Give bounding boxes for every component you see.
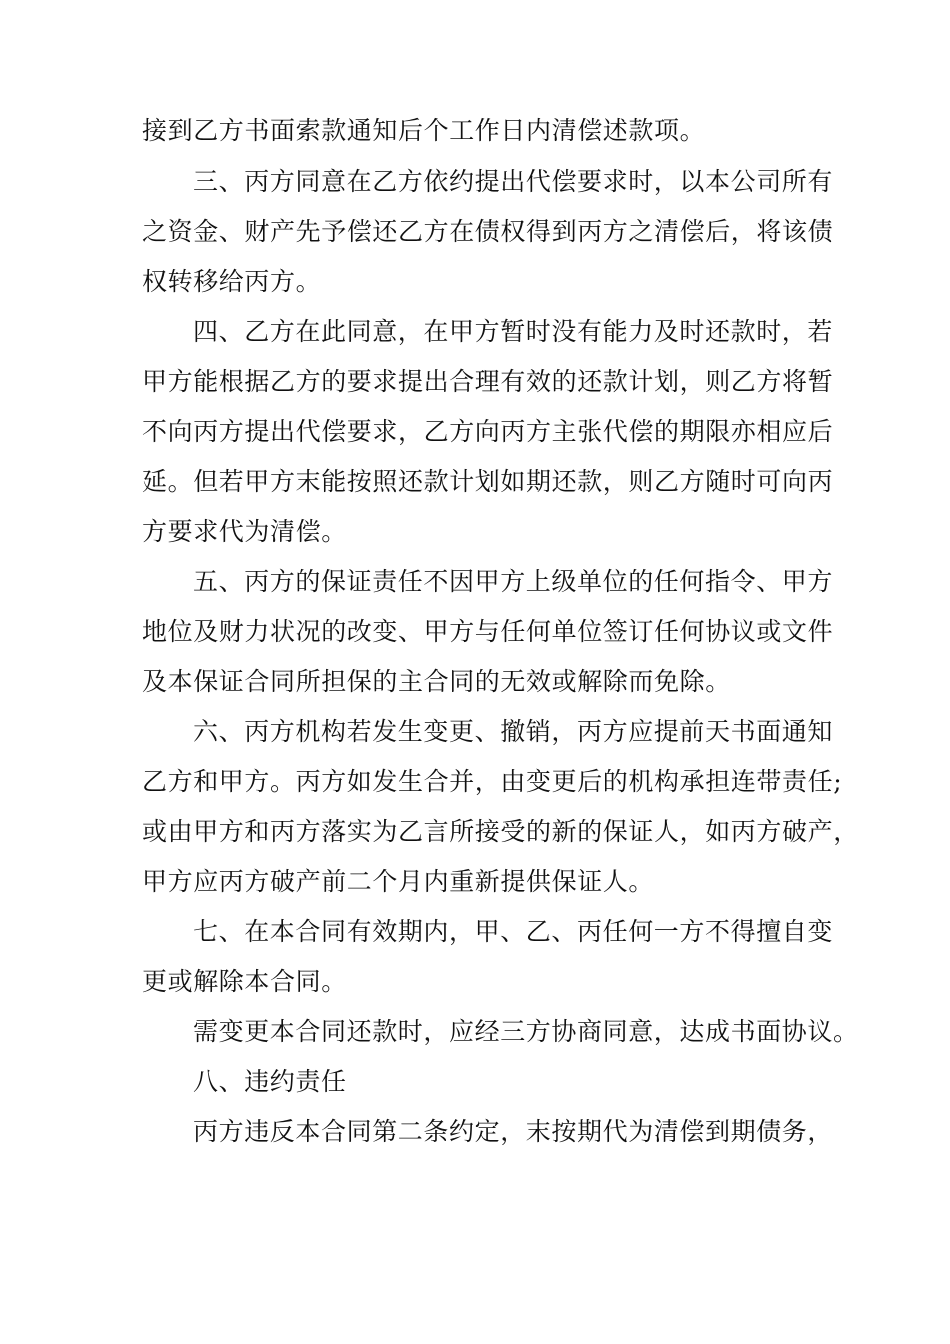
section-heading: 八、违约责任 xyxy=(193,1067,347,1096)
text-line: 及本保证合同所担保的主合同的无效或解除而免除。 xyxy=(142,667,731,696)
text-line: 方要求代为清偿。 xyxy=(142,517,347,546)
text-line: 甲方能根据乙方的要求提出合理有效的还款计划，则乙方将暂 xyxy=(142,367,834,396)
text-line: 三、丙方同意在乙方依约提出代偿要求时，以本公司所有 xyxy=(193,167,834,196)
text-line: 需变更本合同还款时，应经三方协商同意，达成书面协议。 xyxy=(193,1017,859,1046)
text-line: 权转移给丙方。 xyxy=(142,267,322,296)
text-line: 更或解除本合同。 xyxy=(142,967,347,996)
text-line: 地位及财力状况的改变、甲方与任何单位签订任何协议或文件 xyxy=(142,617,834,646)
text-line: 甲方应丙方破产前二个月内重新提供保证人。 xyxy=(142,867,655,896)
text-line: 丙方违反本合同第二条约定，末按期代为清偿到期债务， xyxy=(193,1117,834,1146)
text-line: 四、乙方在此同意，在甲方暂时没有能力及时还款时，若 xyxy=(193,317,834,346)
text-line: 乙方和甲方。丙方如发生合并，由变更后的机构承担连带责任; xyxy=(142,767,843,796)
text-line: 七、在本合同有效期内，甲、乙、丙任何一方不得擅自变 xyxy=(193,917,834,946)
text-line: 延。但若甲方末能按照还款计划如期还款，则乙方随时可向丙 xyxy=(142,467,834,496)
text-line: 五、丙方的保证责任不因甲方上级单位的任何指令、甲方 xyxy=(193,567,834,596)
text-line: 六、丙方机构若发生变更、撤销，丙方应提前天书面通知 xyxy=(193,717,834,746)
text-line: 之资金、财产先予偿还乙方在债权得到丙方之清偿后，将该债 xyxy=(142,217,834,246)
text-line: 不向丙方提出代偿要求，乙方向丙方主张代偿的期限亦相应后 xyxy=(142,417,834,446)
text-line: 或由甲方和丙方落实为乙言所接受的新的保证人，如丙方破产， xyxy=(142,817,859,846)
text-line: 接到乙方书面索款通知后个工作日内清偿述款项。 xyxy=(142,116,706,145)
